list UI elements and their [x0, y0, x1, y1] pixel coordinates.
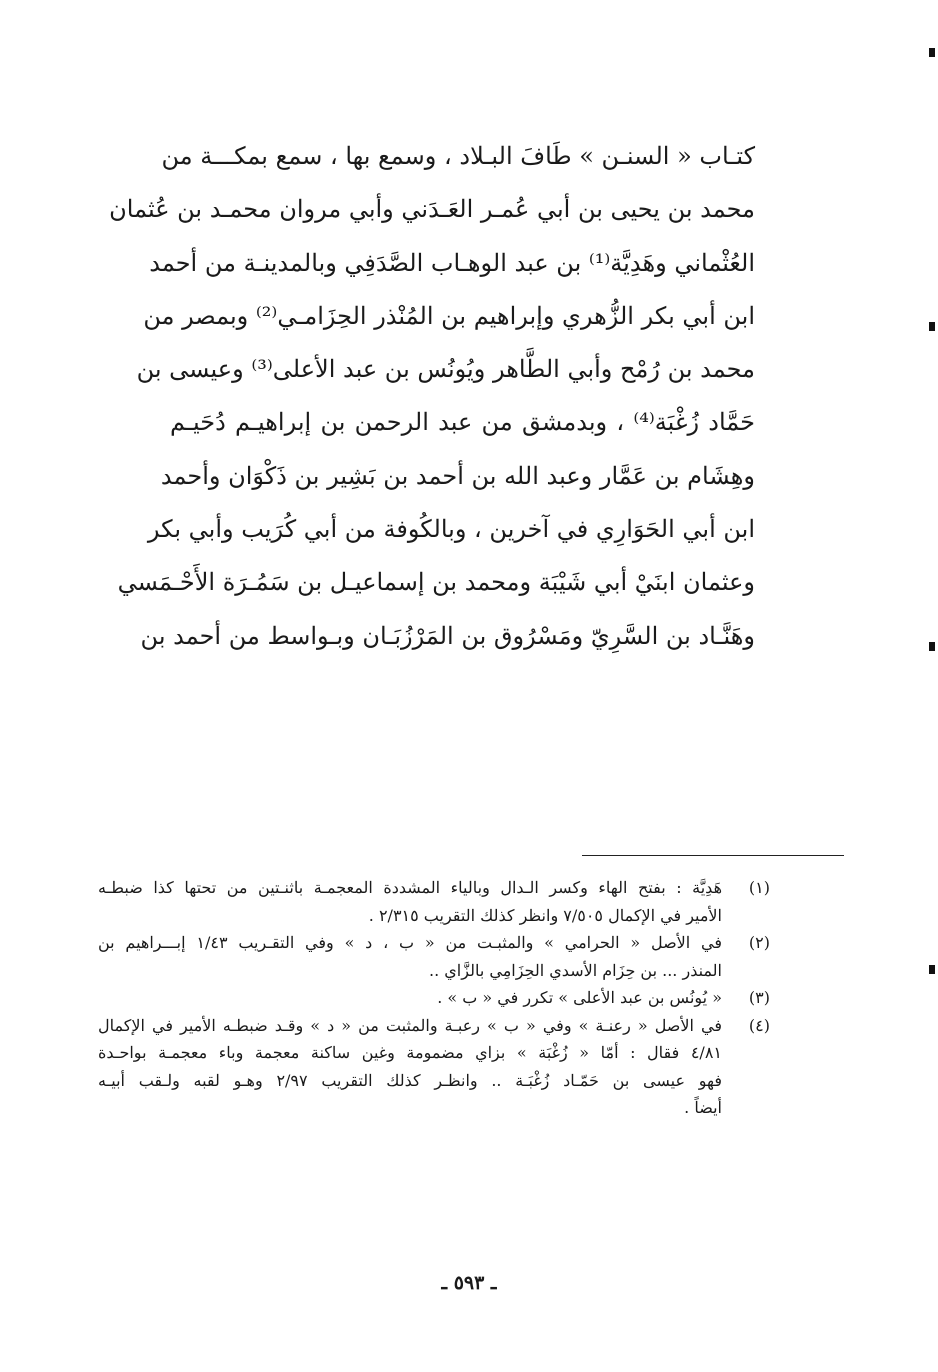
- text-line: محمد بن رُمْح وأبي الطَّاهر ويُونُس بن عبد الأعلى⁽³⁾ وعيسى بن: [136, 355, 755, 384]
- footnote-line: « يُونُس بن عبد الأعلى » تكرر في « ب » .: [437, 988, 722, 1007]
- footnote-1: [98, 874, 770, 929]
- footnote-number: (١): [748, 878, 770, 897]
- scan-edge-mark: [929, 48, 935, 57]
- text-line: وهِشَام بن عَمَّار وعبد الله بن أحمد بن بَشِير بن ذَكْوَان وأحمد: [160, 461, 755, 490]
- footnote-line: هَدِيَّة : بفتح الهاء وكسر الـدال وبالياء المشددة المعجمـة باثنـتين من تحتها كذا ضبطـه: [98, 878, 722, 897]
- scan-edge-mark: [929, 965, 935, 974]
- text-line: وهَنَّـاد بن السَّرِيّ ومَسْرُوق بن المَرْزُبَـان وبـواسط من أحمد بن: [140, 621, 755, 650]
- main-text: [109, 130, 756, 663]
- footnote-number: (٢): [748, 933, 770, 952]
- text-line: ابن أبي الحَوَارِي في آخرين ، وبالكُوفة من أبي كُرَيب وأبي بكر: [147, 515, 755, 544]
- footnote-line: أيضاً .: [684, 1098, 722, 1117]
- text-line: كتـاب « السنـن » طَافَ البـلاد ، وسمع بها ، سمع بمكـــة من: [161, 142, 755, 170]
- page-number: ـ ٥٩٣ ـ: [441, 1272, 497, 1294]
- text-line: العُثْماني وهَدِيَّة⁽¹⁾ بن عبد الوهـاب الصَّدَفِي وبالمدينـة من أحمد: [149, 248, 755, 277]
- footnote-2: [98, 929, 770, 984]
- footnote-line: ٤/٨١ فقال : أمّا « زُغْبَة » بزاي مضمومة وغين ساكنة معجمة وباء معجمـة بواحـدة: [98, 1043, 722, 1062]
- footnote-line: في الأصل « الحرامي » والمثبـت من « ب ، د » وفي التقـريب ١/٤٣ إبـــراهيم بن: [98, 933, 723, 952]
- text-line: حَمَّاد زُغْبَة⁽⁴⁾ ، وبدمشق من عبد الرحمن بن إبراهيـم دُحَيـم: [170, 408, 756, 437]
- footnote-4: [98, 1012, 770, 1122]
- footnote-3: [98, 984, 770, 1012]
- text-line: محمد بن يحيى بن أبي عُمـر العَـدَني وأبي مروان محمـد بن عُثمان: [109, 195, 755, 224]
- footnote-line: المنذر ... بن حِزَام الأسدي الحِزَامِي بالزَّاي ..: [429, 960, 722, 980]
- footnote-line: الأمير في الإكمال ٧/٥٠٥ وانظر كذلك التقريب ٢/٣١٥ .: [368, 905, 722, 925]
- footnote-number: (٤): [748, 1015, 770, 1035]
- footnote-separator: [582, 855, 844, 856]
- text-line: وعثمان ابنَيْ أبي شَيْبَة ومحمد بن إسماعيـل بن سَمُـرَة الأَحْـمَسي: [117, 568, 755, 597]
- footnote-line: في الأصل « رعنـة » وفي « ب » رعبـة والمثبت من « د » وقـد ضبطـه الأمير في الإكمال: [98, 1015, 722, 1035]
- footnote-line: فهو عيسى بن حَمّـاد زُغْبَـة .. وانظـر كذلك التقريب ٢/٩٧ وهـو لقبه ولـقب أبيـه: [98, 1070, 722, 1090]
- text-line: ابن أبي بكر الزُّهري وإبراهيم بن المُنْذر الحِزَامـي⁽²⁾ وبمصر من: [143, 301, 755, 330]
- footnotes: [98, 874, 770, 1122]
- footnote-number: (٣): [748, 988, 770, 1007]
- scan-edge-mark: [929, 642, 935, 651]
- scan-edge-mark: [929, 322, 935, 331]
